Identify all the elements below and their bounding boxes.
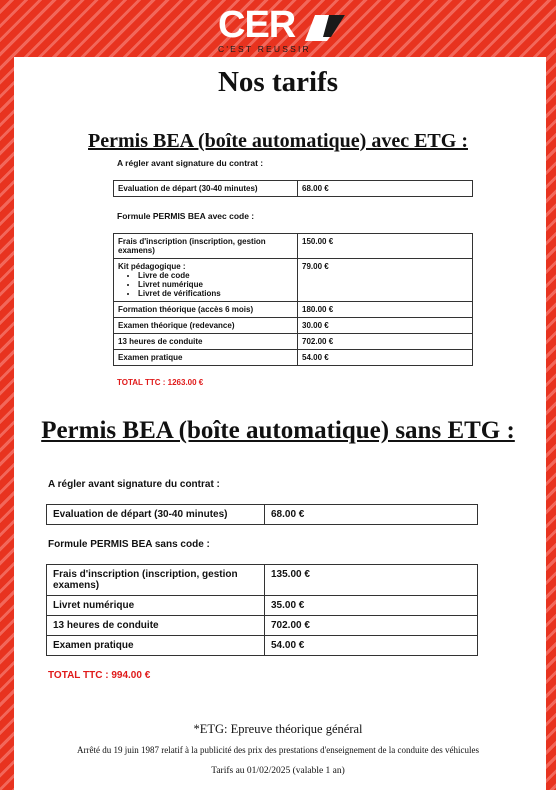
table-row [47,505,478,525]
table-row [114,181,473,197]
legal-notice: Arrêté du 19 juin 1987 relatif à la publicité des prix des prestations d'enseignement de la conduite des véhicules [76,745,479,755]
table-row [114,334,473,350]
table-cell-item: Evaluation de départ (30-40 minutes) [114,181,298,197]
table-cell-price: 180.00 € [298,302,473,318]
total-with-etg: TOTAL TTC : 1263.00 € [117,378,204,387]
validity-notice: Tarifs au 01/02/2025 (valable 1 an) [211,766,345,776]
table-row [47,616,478,636]
table-cell-item: Frais d'inscription (inscription, gestion examens) [47,565,265,596]
table-cell-price: 702.00 € [298,334,473,350]
formula-table [46,564,478,656]
table-row [47,596,478,616]
table-cell-item: 13 heures de conduite [114,334,298,350]
kit-list [118,271,293,298]
table-cell-item: Livret numérique [47,596,265,616]
list-item: • Livret numérique [138,280,293,289]
list-item: • Livret de vérifications [138,289,293,298]
logo-tagline: C'EST REUSSIR [218,44,311,54]
table-cell-price: 68.00 € [298,181,473,197]
table-cell-price: 30.00 € [298,318,473,334]
table-cell-price: 54.00 € [298,350,473,366]
table-cell-item: Frais d'inscription (inscription, gestion examens) [114,234,298,259]
formula-table [113,233,473,366]
logo-wordmark: CER [218,4,296,46]
table-cell-price: 54.00 € [265,636,478,656]
table-cell-item: Examen pratique [114,350,298,366]
table-row [114,318,473,334]
table-cell-price: 35.00 € [265,596,478,616]
table-cell-price: 702.00 € [265,616,478,636]
before-contract-label: A régler avant signature du contrat : [48,479,220,490]
list-item: • Livre de code [138,271,293,280]
table-cell-item [114,259,298,302]
table-cell-item: Formation théorique (accès 6 mois) [114,302,298,318]
before-contract-table [113,180,473,197]
formula-label: Formule PERMIS BEA sans code : [48,539,210,550]
before-contract-label: A régler avant signature du contrat : [117,158,264,168]
table-row [114,259,473,302]
table-cell-price: 79.00 € [298,259,473,302]
etg-footnote: *ETG: Epreuve théorique général [193,722,363,736]
logo [0,4,556,56]
page-title: Nos tarifs [217,66,338,98]
table-row [114,302,473,318]
total-without-etg: TOTAL TTC : 994.00 € [48,670,151,681]
table-cell-item: Examen pratique [47,636,265,656]
table-cell-price: 135.00 € [265,565,478,596]
kit-label: Kit pédagogique : [118,262,186,271]
table-row [114,350,473,366]
table-cell-item: Examen théorique (redevance) [114,318,298,334]
table-cell-item: 13 heures de conduite [47,616,265,636]
table-row [47,565,478,596]
table-row [47,636,478,656]
table-row [114,234,473,259]
section-with-etg [113,154,473,387]
section-title-without-etg: Permis BEA (boîte automatique) sans ETG : [41,417,515,444]
table-cell-item: Evaluation de départ (30-40 minutes) [47,505,265,525]
table-cell-price: 150.00 € [298,234,473,259]
formula-label: Formule PERMIS BEA avec code : [117,211,255,221]
table-cell-price: 68.00 € [265,505,478,525]
before-contract-table [46,504,478,525]
section-title-with-etg: Permis BEA (boîte automatique) avec ETG : [88,130,468,152]
logo-slash-icon [305,15,345,41]
section-without-etg [46,477,478,681]
